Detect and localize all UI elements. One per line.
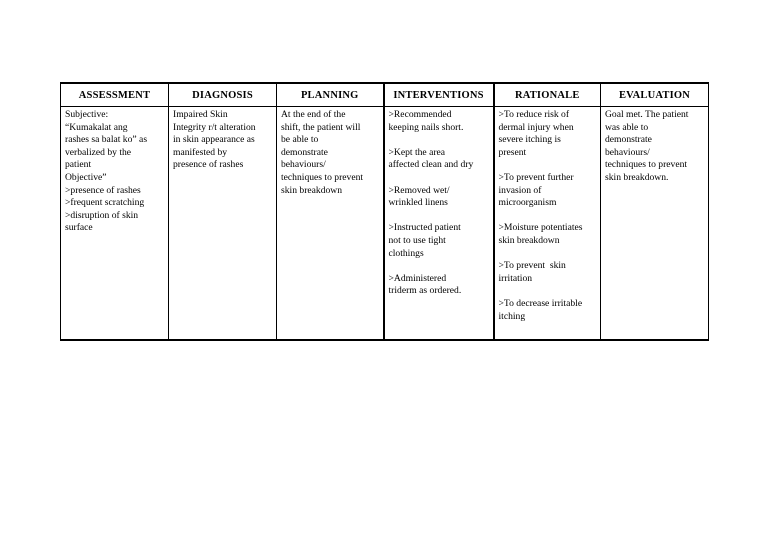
intervention-line: >Recommended [388,109,452,120]
assessment-line: surface [65,222,93,234]
intervention-line: not to use tight [388,234,446,246]
diagnosis-line: presence of rashes [173,159,244,171]
assessment-line: >frequent scratching [65,197,145,209]
header-assessment: ASSESSMENT [61,83,169,107]
assessment-line: >presence of rashes [65,184,141,196]
diagnosis-cell [169,107,277,341]
nursing-care-plan-table [60,82,709,341]
assessment-line: Subjective: [65,109,109,120]
header-planning: PLANNING [277,83,384,107]
rationale-line: skin breakdown [498,234,560,246]
planning-line: behaviours/ [281,159,326,171]
intervention-line: wrinkled linens [388,197,448,209]
assessment-line: rashes sa balat ko” as [65,134,148,146]
planning-line: skin breakdown [281,184,343,196]
assessment-line: “Kumakalat ang [65,121,128,133]
intervention-line: keeping nails short. [388,121,464,133]
assessment-line: verbalized by the [65,146,132,158]
rationale-line: >To reduce risk of [498,109,570,120]
planning-line: be able to [281,134,319,146]
header-interventions: INTERVENTIONS [384,83,494,107]
intervention-line: triderm as ordered. [388,285,462,297]
planning-line: At the end of the [281,109,346,120]
rationale-line: >To prevent further [498,171,574,183]
header-row [61,83,709,107]
rationale-line: present [498,146,527,158]
assessment-cell [61,107,169,341]
diagnosis-line: Impaired Skin [173,109,228,120]
diagnosis-line: manifested by [173,146,228,158]
rationale-line: itching [498,310,526,322]
diagnosis-line: Integrity r/t alteration [173,121,256,133]
diagnosis-line: in skin appearance as [173,134,255,146]
intervention-line: >Removed wet/ [388,184,450,196]
intervention-line: clothings [388,247,424,259]
rationale-cell [494,107,601,341]
assessment-line: >disruption of skin [65,209,139,221]
intervention-line: affected clean and dry [388,159,474,171]
header-evaluation: EVALUATION [601,83,709,107]
evaluation-line: skin breakdown. [605,171,669,183]
header-diagnosis: DIAGNOSIS [169,83,277,107]
header-rationale: RATIONALE [494,83,601,107]
table-row [61,107,709,341]
intervention-line: >Instructed patient [388,222,461,234]
assessment-line: patient [65,159,92,171]
evaluation-line: was able to [605,121,649,133]
evaluation-line: behaviours/ [605,146,650,158]
rationale-line: microorganism [498,197,557,209]
intervention-line: >Administered [388,272,447,284]
rationale-line: invasion of [498,184,542,196]
interventions-cell [384,107,494,341]
planning-line: demonstrate [281,146,328,158]
planning-line: shift, the patient will [281,121,361,133]
rationale-line: >Moisture potentiates [498,222,583,234]
rationale-line: irritation [498,272,533,284]
intervention-line: >Kept the area [388,146,446,158]
evaluation-cell [601,107,709,341]
rationale-line: dermal injury when [498,121,574,133]
rationale-line: >To decrease irritable [498,297,583,309]
rationale-line: severe itching is [498,134,561,146]
assessment-line: Objective” [65,171,107,183]
planning-cell [277,107,384,341]
rationale-line: >To prevent skin [498,260,566,272]
evaluation-line: demonstrate [605,134,652,146]
evaluation-line: techniques to prevent [605,159,688,171]
planning-line: techniques to prevent [281,171,364,183]
evaluation-line: Goal met. The patient [605,109,689,120]
